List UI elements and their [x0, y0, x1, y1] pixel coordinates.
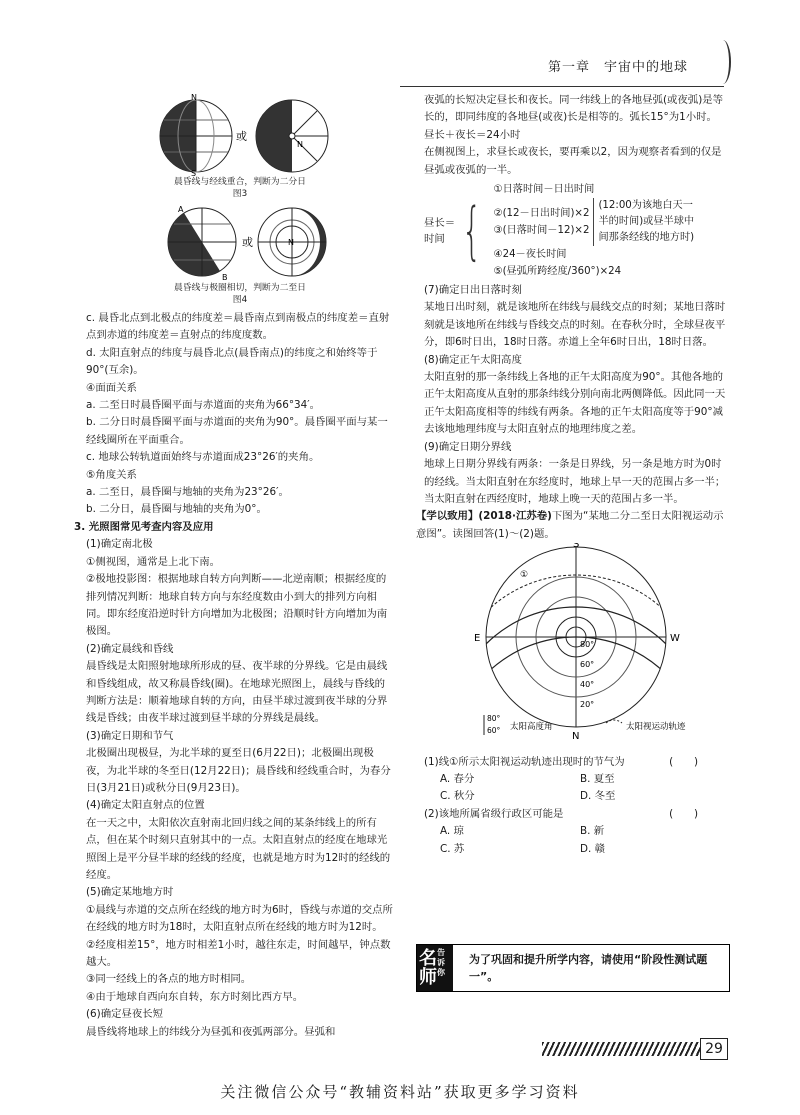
- question-1: [424, 754, 726, 806]
- formula-item-3: ③(日落时间－12)×2: [493, 225, 590, 237]
- text-9-body: 地球上日期分界线有两条：一条是日界线，另一条是地方时为0时的经线。当太阳直射在东经度时，地球上早一天的范围占多一半；当太阳直射在西经度时，地球上晚一天的范围占多一半。: [424, 458, 726, 505]
- legend-track-text: 太阳视运动轨迹: [626, 722, 686, 733]
- text-3-heading: (3)确定日期和节气: [86, 729, 174, 742]
- text-7-heading: (7)确定日出日落时刻: [424, 284, 522, 297]
- text-c-latitude-diff: c. 晨昏北点到北极点的纬度差＝晨昏南点到南极点的纬度差＝直射点到赤道的纬度差＝直射点的纬度度数。: [86, 312, 390, 342]
- diagram-e-label: E: [474, 633, 481, 645]
- text-a-solstice-axis: a. 二至日，晨昏圈与地轴的夹角为23°26′。: [86, 486, 289, 499]
- question-2: [424, 806, 726, 858]
- text-6-body: 晨昏线将地球上的纬线分为昼弧和夜弧两部分。昼弧和: [86, 1025, 336, 1038]
- q1-option-b[interactable]: B. 夏至: [580, 772, 615, 785]
- chapter-header: 第一章 宇宙中的地球: [548, 60, 689, 75]
- text-4-heading: (4)确定太阳直射点的位置: [86, 799, 205, 812]
- formula-item-2: ②(12－日出时间)×2: [493, 208, 590, 220]
- practice-text: 下图为“某地二分二至日太阳视运动示意图”。读图回答(1)～(2)题。: [416, 510, 724, 540]
- q1-option-d[interactable]: D. 冬至: [580, 790, 616, 803]
- figure-3-globes: [86, 92, 394, 176]
- text-7-body: 某地日出时刻，就是该地所在纬线与晨线交点的时刻；某地日落时刻就是该地所在纬线与昏线交点的时刻。在春秋分时，全球昼夜平分，即6时日出，18时日落。赤道上全年6时日出，18时日落。: [424, 301, 726, 349]
- tip-badge-big: 名师: [419, 948, 437, 988]
- q1-option-c[interactable]: C. 秋分: [440, 790, 475, 803]
- text-d-latitude-sum: d. 太阳直射点的纬度与晨昏北点(晨昏南点)的纬度之和始终等于90°(互余)。: [86, 346, 378, 377]
- q2-option-c[interactable]: C. 苏: [440, 842, 465, 855]
- page-number: 29: [700, 1038, 728, 1060]
- formula-item-1: ①日落时间－日出时间: [493, 184, 595, 196]
- text-4-body: 在一天之中，太阳依次直射南北回归线之间的某条纬线上的所有点，但在某个时刻只直射其中的一点。太阳直射点的经度在地球光照图上是平分昼半球的经线的经度，也就是地方时为12时的经线的经度。: [86, 816, 391, 881]
- text-6-heading: (6)确定昼夜长短: [86, 1008, 164, 1021]
- left-column: [74, 92, 394, 1041]
- page-number-stripes: [542, 1042, 700, 1056]
- legend-angle-b: 60°: [487, 726, 501, 736]
- text-c-orbit-angle: c. 地球公转轨道面始终与赤道面成23°26′的夹角。: [86, 451, 320, 464]
- text-2-heading: (2)确定晨线和昏线: [86, 642, 174, 655]
- header-bracket: [715, 40, 731, 84]
- figure-4-globes: [86, 200, 394, 282]
- legend-angle-a: 80°: [487, 714, 501, 724]
- section-3-heading: 3. 光照图常见考查内容及应用: [74, 520, 214, 533]
- tick-40: 40°: [580, 680, 595, 690]
- practice-source: (2018·江苏卷): [478, 510, 552, 523]
- teacher-tip-box: [416, 944, 730, 992]
- diagram-n-label: N: [572, 731, 580, 743]
- q1-answer-paren: ( ): [669, 755, 698, 768]
- fig4-b-label: B: [222, 273, 228, 282]
- teacher-tip-badge: [417, 945, 453, 991]
- fig3-n-label-2: N: [297, 140, 303, 149]
- daylength-formula: [424, 181, 726, 280]
- figure-4: [86, 200, 394, 310]
- footer-note: 关注微信公众号“教辅资料站”获取更多学习资料: [220, 1083, 580, 1101]
- text-angle-relation: ⑤角度关系: [86, 468, 137, 481]
- fig3-caption: 晨昏线与经线重合，判断为二分日: [174, 177, 306, 187]
- teacher-tip-text: 为了巩固和提升所学内容，请使用“阶段性测试题一”。: [469, 953, 708, 983]
- fig4-caption: 晨昏线与极圈相切，判断为二至日: [174, 283, 306, 293]
- fig4-or: 或: [242, 236, 253, 249]
- text-a-solstice-angle: a. 二至日时晨昏圈平面与赤道面的夹角为66°34′。: [86, 399, 321, 412]
- fig3-s-label: S: [191, 169, 197, 176]
- text-1-polar-view: ②极地投影图：根据地球自转方向判断——北逆南顺；根据经度的排列情况判断：地球自转方向与东经度数由小到大的排列方向相同。即东经度沿逆时针方向增加为北极图；沿顺时针方向增加为南极图。: [86, 573, 388, 638]
- text-side-view-note: 在侧视图上，求昼长或夜长，要再乘以2，因为观察者看到的仅是昼弧或夜弧的一半。: [424, 146, 722, 176]
- track-1-label: ①: [520, 570, 529, 581]
- sun-path-diagram: [424, 543, 726, 747]
- text-6-body-cont: 夜弧的长短决定昼长和夜长。同一纬线上的各地昼弧(或夜弧)是等长的，即同纬度的各地昼(或夜)长是相等的。弧长15°为1小时。: [424, 94, 724, 124]
- fig4-label: 图4: [232, 295, 248, 305]
- text-5-item-1: ①晨线与赤道的交点所在经线的地方时为6时，昏线与赤道的交点所在经线的地方时为18时，太阳直射点所在经线的地方时为12时。: [86, 903, 393, 934]
- text-9-heading: (9)确定日期分界线: [424, 440, 512, 453]
- header-rule: [400, 86, 724, 87]
- right-column: [416, 92, 726, 858]
- text-b-equinox-axis: b. 二分日，晨昏圈与地轴的夹角为0°。: [86, 503, 267, 516]
- text-5-item-4: ④由于地球自西向东自转，东方时刻比西方早。: [86, 990, 304, 1003]
- tick-20: 20°: [580, 700, 595, 710]
- fig4-n-label: N: [288, 238, 294, 247]
- tick-60: 60°: [580, 660, 595, 670]
- q2-option-d[interactable]: D. 赣: [580, 842, 605, 855]
- q2-option-b[interactable]: B. 新: [580, 825, 605, 838]
- text-b-equinox-angle: b. 二分日时晨昏圈平面与赤道面的夹角为90°。晨昏圈平面与某一经线圈所在平面重合。: [86, 416, 388, 446]
- formula-brace: {: [461, 193, 482, 267]
- practice-intro: [416, 508, 726, 543]
- q2-answer-paren: ( ): [669, 807, 698, 820]
- daylength-label: 昼长＝时间: [424, 216, 456, 245]
- q1-stem: (1)线①所示太阳视运动轨迹出现时的节气为: [424, 755, 625, 768]
- formula-item-5: ⑤(昼弧所跨经度/360°)×24: [493, 266, 622, 278]
- fig3-n-label: N: [191, 93, 197, 102]
- q2-option-a[interactable]: A. 琼: [440, 825, 464, 838]
- practice-tag: 【学以致用】: [416, 510, 479, 523]
- text-1-heading: (1)确定南北极: [86, 538, 153, 551]
- text-8-body: 太阳直射的那一条纬线上各地的正午太阳高度为90°。其他各地的正午太阳高度从直射的那条纬线分别向南北两侧降低。因此同一天正午太阳高度相等的纬线有两条。各地的正午太阳高度等于90°减去该地地理纬度与太阳直射点的地理纬度之差。: [424, 371, 726, 436]
- diagram-s-label: S: [573, 543, 580, 551]
- text-5-item-3: ③同一经线上的各点的地方时相同。: [86, 973, 252, 986]
- diagram-w-label: W: [670, 633, 680, 645]
- q2-stem: (2)该地所属省级行政区可能是: [424, 807, 564, 820]
- text-day-night-sum: 昼长＋夜长＝24小时: [424, 128, 521, 141]
- text-2-body: 晨昏线是太阳照射地球所形成的昼、夜半球的分界线。它是由晨线和昏线组成，故又称晨昏线(圈)。在地球光照图上，晨线与昏线的判断方法是：顺着地球自转的方向，由昼半球过渡到夜半球的分界线是昏线；由夜半球过渡到昼半球的分界线是晨线。: [86, 660, 388, 725]
- tip-badge-small: 告诉你: [437, 948, 445, 977]
- text-5-item-2: ②经度相差15°，地方时相差1小时，越往东走，时间越早，钟点数越大。: [86, 938, 391, 969]
- text-1-side-view: ①侧视图，通常是上北下南。: [86, 555, 221, 568]
- formula-note: (12:00为该地白天一半的时间)或昼半球中间那条经线的地方时): [593, 198, 698, 246]
- text-8-heading: (8)确定正午太阳高度: [424, 353, 522, 366]
- text-3-body: 北极圈出现极昼，为北半球的夏至日(6月22日)；北极圈出现极夜，为北半球的冬至日(12月22日)；晨昏线和经线重合时，为春分日(3月21日)或秋分日(9月23日)。: [86, 747, 391, 794]
- fig4-a-label: A: [178, 205, 184, 214]
- legend-angle-text: 太阳高度角: [510, 722, 553, 733]
- figure-3: [86, 92, 394, 200]
- tick-80: 80°: [580, 640, 595, 650]
- formula-item-4: ④24－夜长时间: [493, 249, 567, 261]
- text-5-heading: (5)确定某地地方时: [86, 886, 174, 899]
- fig3-label: 图3: [232, 189, 248, 199]
- q1-option-a[interactable]: A. 春分: [440, 772, 475, 785]
- text-plane-relation: ④面面关系: [86, 381, 137, 394]
- fig3-or: 或: [236, 130, 247, 143]
